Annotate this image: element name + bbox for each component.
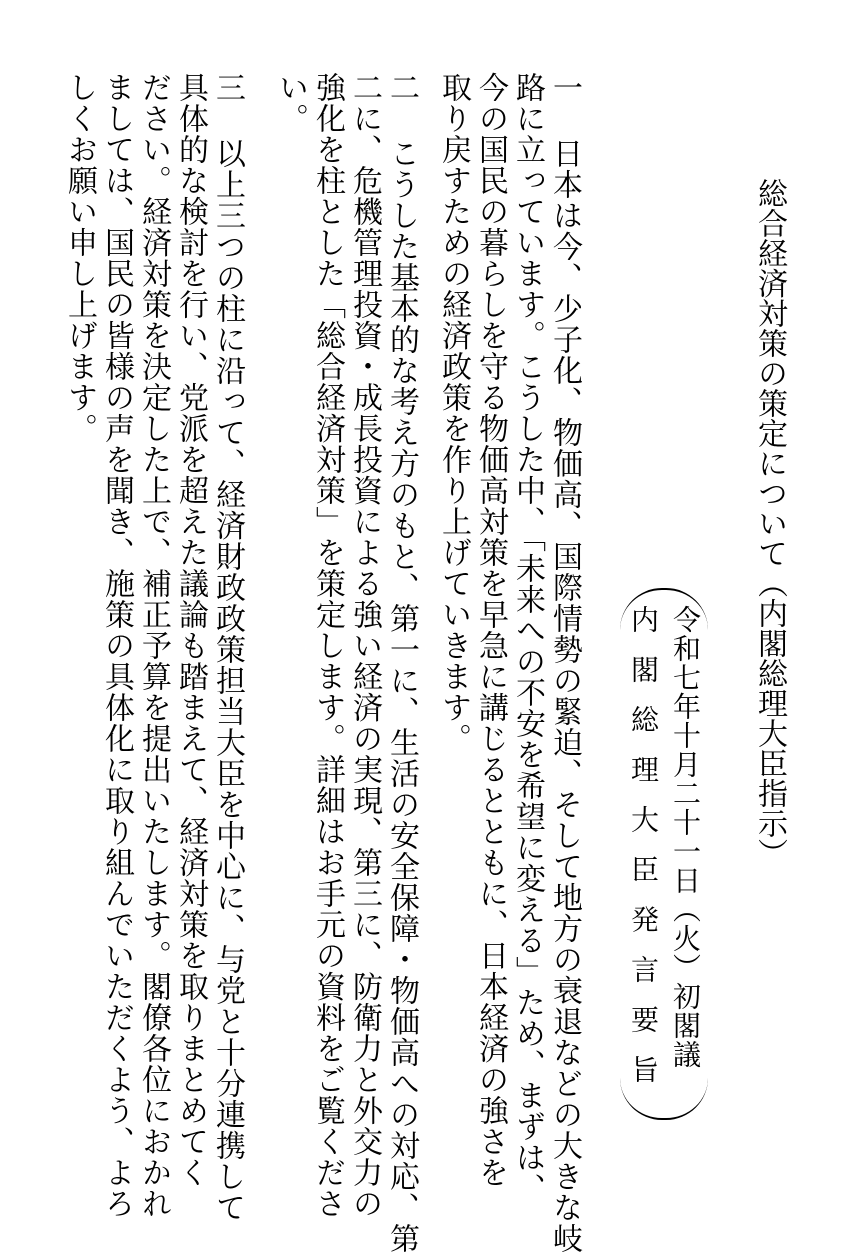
section-3-line-3: ださい。経済対策を決定した上で、補正予算を提出いたします。閣僚各位におかれ [136,72,171,1219]
section-1-line-3: 今の国民の暮らしを守る物価高対策を早急に講じるとともに、日本経済の強さを [473,72,508,1188]
section-3-line-4: ましては、国民の皆様の声を聞き、施策の具体化に取り組んでいただくよう、よろ [99,72,134,1219]
section-1-line-4: 取り戻すための経済政策を作り上げていきます。 [436,72,471,754]
section-3-line-1: 以上三つの柱に沿って、経済財政政策担当大臣を中心に、与党と十分連携して [210,138,245,1223]
section-1-marker: 一 [547,72,582,102]
section-3-line-2: 具体的な検討を行い、党派を超えた議論も踏まえて、経済対策を取りまとめてく [173,72,208,1188]
section-3-line-5: しくお願い申し上げます。 [62,72,97,444]
section-3-marker: 三 [210,72,245,102]
section-2-line-2: 二に、危機管理投資・成長投資による強い経済の実現、第三に、防衛力と外交力の [347,72,382,1219]
section-2-line-4: い。 [273,72,308,134]
section-1-line-1: 日本は今、少子化、物価高、国際情勢の緊迫、そして地方の衰退などの大きな岐 [547,138,582,1254]
meeting-date: 令和七年十月二十一日（火）初閣議 [669,605,702,1069]
section-2-line-3: 強化を柱とした「総合経済対策」を策定します。詳細はお手元の資料をご覧くださ [310,72,345,1219]
section-1-line-2: 路に立っています。こうした中、「未来への不安を希望に変える」ため、まずは、 [510,72,545,1204]
section-2-line-1: こうした基本的な考え方のもと、第一に、生活の安全保障・物価高への対応、第 [384,138,419,1254]
section-2-marker: 二 [384,72,419,102]
speaker-label: 内閣総理大臣発言要旨 [627,605,660,1105]
document-title: 総合経済対策の策定について（内閣総理大臣指示） [752,178,787,868]
